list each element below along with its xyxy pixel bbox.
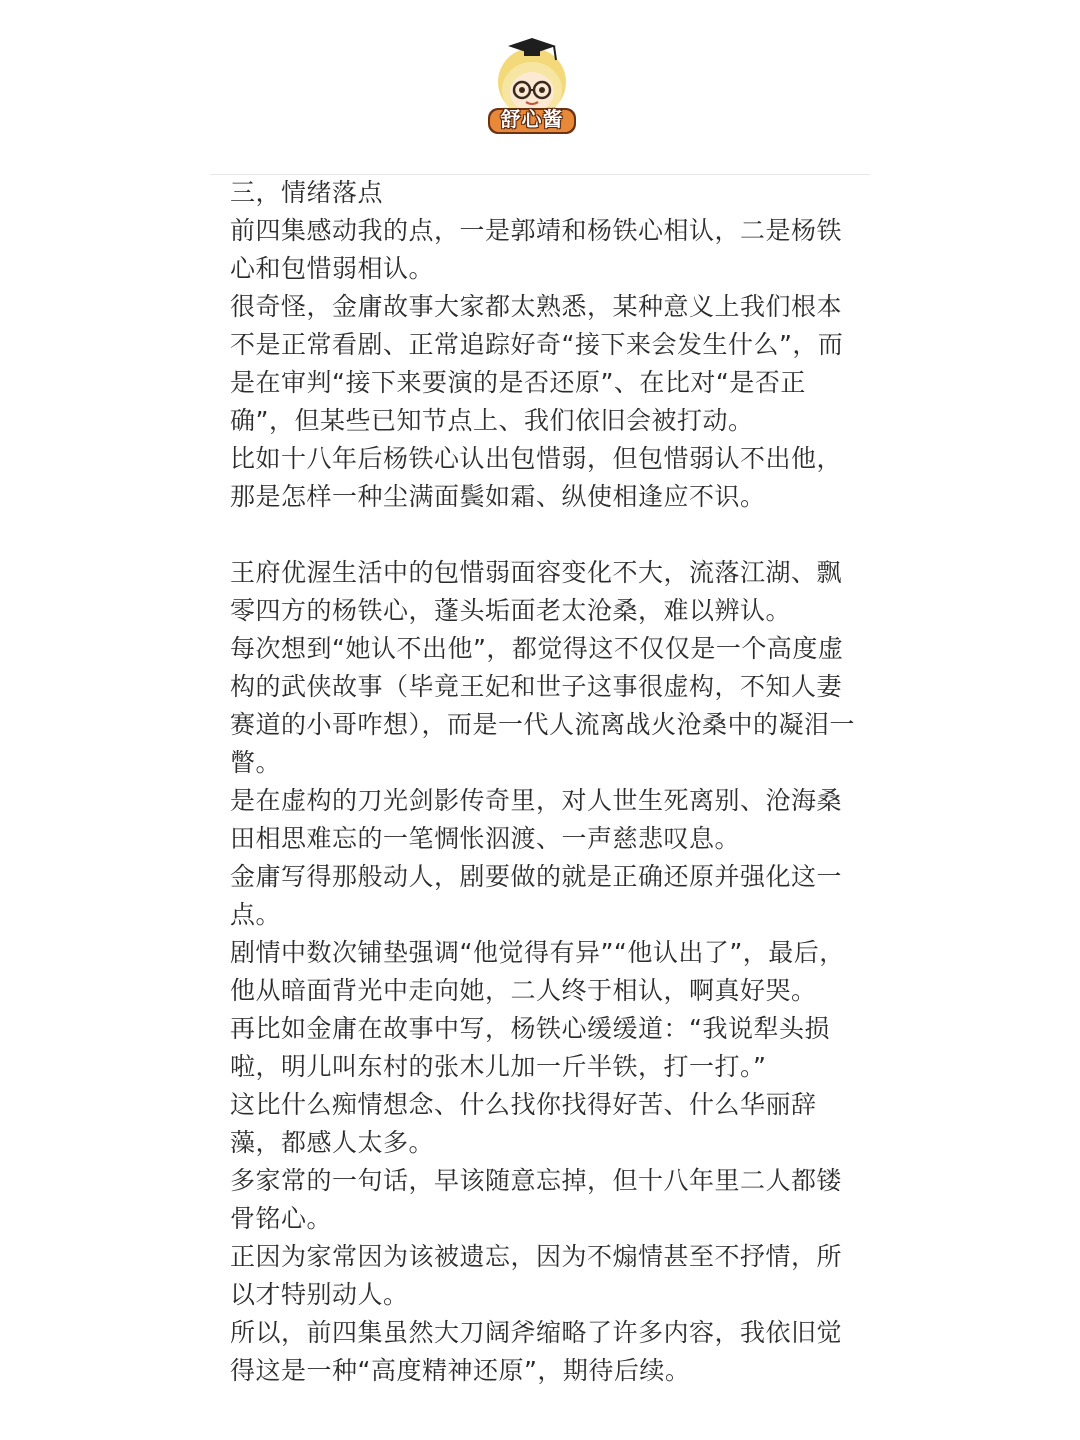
paragraph: 所以，前四集虽然大刀阔斧缩略了许多内容，我依旧觉得这是一种“高度精神还原”，期待后续。 [230,1318,843,1385]
logo [480,30,584,142]
paragraph-gap [230,516,860,554]
paragraph: 再比如金庸在故事中写，杨铁心缓缓道：“我说犁头损啦，明儿叫东村的张木儿加一斤半铁，打一打。” [230,1014,830,1081]
article-body [230,174,860,1390]
paragraph: 是在虚构的刀光剑影传奇里，对人世生死离别、沧海桑田相思难忘的一笔惆怅泅渡、一声慈悲叹息。 [230,786,843,853]
paragraph: 每次想到“她认不出他”，都觉得这不仅仅是一个高度虚构的武侠故事（毕竟王妃和世子这事很虚构，不知人妻赛道的小哥咋想），而是一代人流离战火沧桑中的凝泪一瞥。 [230,634,856,777]
paragraph: 这比什么痴情想念、什么找你找得好苦、什么华丽辞藻，都感人太多。 [230,1090,817,1157]
section-heading: 三，情绪落点 [230,178,384,207]
paragraph: 王府优渥生活中的包惜弱面容变化不大，流落江湖、飘零四方的杨铁心，蓬头垢面老太沧桑，难以辨认。 [230,558,843,625]
paragraph: 多家常的一句话，早该随意忘掉，但十八年里二人都镂骨铭心。 [230,1166,843,1233]
paragraph: 前四集感动我的点，一是郭靖和杨铁心相认，二是杨铁心和包惜弱相认。 [230,216,843,283]
paragraph: 很奇怪，金庸故事大家都太熟悉，某种意义上我们根本不是正常看剧、正常追踪好奇“接下来会发生什么”，而是在审判“接下来要演的是否还原”、在比对“是否正确”，但某些已知节点上、我们依旧会被打动。 [230,292,844,435]
paragraph: 金庸写得那般动人，剧要做的就是正确还原并强化这一点。 [230,862,843,929]
paragraph: 比如十八年后杨铁心认出包惜弱，但包惜弱认不出他，那是怎样一种尘满面鬓如霜、纵使相逢应不识。 [230,444,843,511]
logo-caption: 舒心酱 [500,107,564,131]
paragraph: 正因为家常因为该被遗忘，因为不煽情甚至不抒情，所以才特别动人。 [230,1242,843,1309]
paragraph: 剧情中数次铺垫强调“他觉得有异”“他认出了”，最后，他从暗面背光中走向她，二人终于相认，啊真好哭。 [230,938,845,1005]
